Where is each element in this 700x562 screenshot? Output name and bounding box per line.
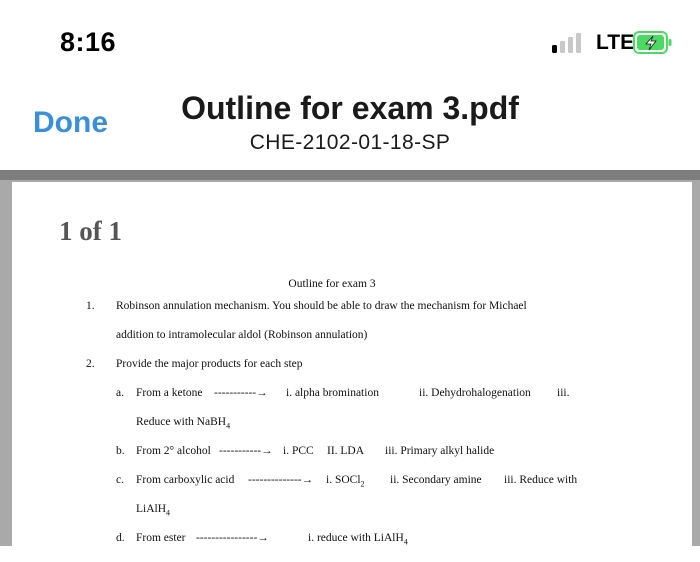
item-text-line: Provide the major products for each step bbox=[116, 358, 303, 370]
pdf-page[interactable] bbox=[12, 182, 692, 562]
item-text-line: addition to intramolecular aldol (Robinson annulation) bbox=[116, 329, 368, 341]
status-bar bbox=[0, 0, 700, 80]
done-button[interactable]: Done bbox=[33, 106, 108, 139]
viewer-top-band bbox=[0, 170, 700, 180]
subitem-step: i. SOCl$_2$ bbox=[326, 474, 365, 489]
subitem-step: i. PCC bbox=[283, 445, 314, 457]
status-time: 8:16 bbox=[60, 27, 117, 57]
subitem-step: i. alpha bromination bbox=[286, 387, 379, 399]
subitem-from: From 2° alcohol bbox=[136, 445, 211, 457]
subitem-letter: b. bbox=[116, 445, 125, 457]
page-counter: 1 of 1 bbox=[59, 216, 122, 246]
document-header bbox=[0, 80, 700, 170]
subitem-step: ii. Secondary amine bbox=[390, 474, 482, 486]
subitem-from: From a ketone bbox=[136, 387, 203, 399]
subitem-arrow: -----------→ bbox=[219, 445, 273, 457]
subitem-from: From carboxylic acid bbox=[136, 474, 235, 486]
battery-charging-icon bbox=[633, 30, 673, 56]
subitem-arrow: ----------------→ bbox=[196, 532, 269, 544]
subitem-continuation: LiAlH$_4$ bbox=[136, 503, 171, 518]
network-type-label: LTE bbox=[596, 31, 635, 54]
subitem-letter: d. bbox=[116, 532, 125, 544]
item-number: 1. bbox=[86, 300, 95, 312]
subitem-step: iii. Primary alkyl halide bbox=[385, 445, 495, 457]
pdf-viewer[interactable] bbox=[0, 170, 700, 546]
pdf-document-title: Outline for exam 3 bbox=[288, 278, 376, 290]
subitem-continuation: Reduce with NaBH$_4$ bbox=[136, 416, 231, 431]
subitem-letter: c. bbox=[116, 474, 124, 486]
item-number: 2. bbox=[86, 358, 95, 370]
document-title: Outline for exam 3.pdf bbox=[181, 90, 519, 126]
signal-strength-icon bbox=[552, 31, 592, 53]
subitem-step: ii. Dehydrohalogenation bbox=[419, 387, 531, 399]
subitem-step: iii. Reduce with bbox=[504, 474, 578, 486]
subitem-step: II. LDA bbox=[327, 445, 365, 457]
subitem-letter: a. bbox=[116, 387, 124, 399]
subitem-step: i. reduce with LiAlH$_4$ bbox=[308, 532, 408, 547]
subitem-from: From ester bbox=[136, 532, 186, 544]
subitem-step: iii. bbox=[557, 387, 570, 399]
item-text-line: Robinson annulation mechanism. You should be able to draw the mechanism for Michael bbox=[116, 300, 527, 312]
document-subtitle: CHE-2102-01-18-SP bbox=[249, 131, 451, 154]
subitem-arrow: -----------→ bbox=[214, 387, 268, 399]
subitem-arrow: --------------→ bbox=[248, 474, 314, 486]
